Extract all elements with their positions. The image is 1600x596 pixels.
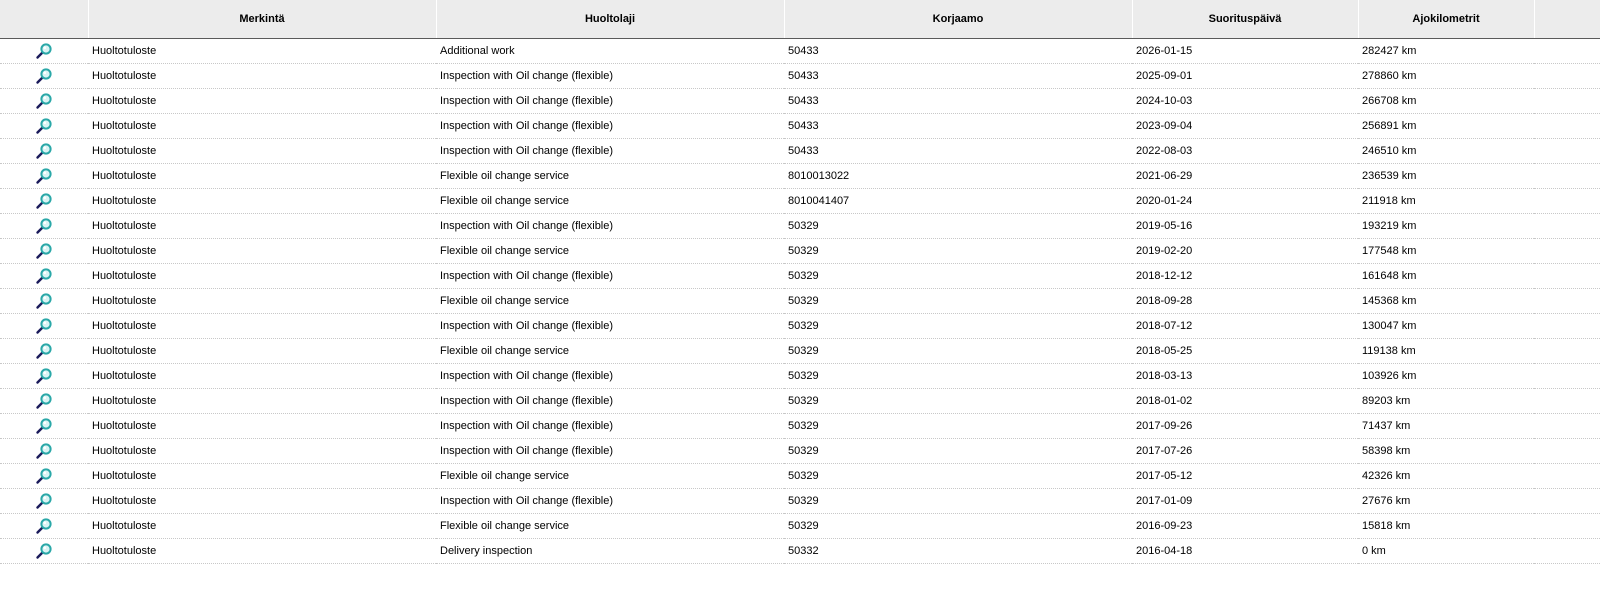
table-row[interactable]	[0, 214, 1600, 239]
cell-extra	[1534, 314, 1600, 339]
cell-ajokilometrit: 256891 km	[1358, 114, 1534, 139]
cell-huoltolaji: Additional work	[436, 39, 784, 64]
table-row[interactable]	[0, 264, 1600, 289]
cell-merkinta: Huoltotuloste	[88, 464, 436, 489]
cell-merkinta: Huoltotuloste	[88, 289, 436, 314]
table-body	[0, 39, 1600, 564]
magnifier-icon[interactable]	[35, 517, 53, 535]
magnifier-icon[interactable]	[35, 117, 53, 135]
cell-korjaamo: 50433	[784, 39, 1132, 64]
cell-ajokilometrit: 42326 km	[1358, 464, 1534, 489]
magnifier-icon[interactable]	[35, 92, 53, 110]
cell-extra	[1534, 114, 1600, 139]
cell-merkinta: Huoltotuloste	[88, 39, 436, 64]
header-icon-col	[0, 0, 88, 39]
cell-korjaamo: 50329	[784, 264, 1132, 289]
cell-suorituspaiva: 2018-09-28	[1132, 289, 1358, 314]
cell-huoltolaji: Inspection with Oil change (flexible)	[436, 364, 784, 389]
table-row[interactable]	[0, 439, 1600, 464]
cell-merkinta: Huoltotuloste	[88, 139, 436, 164]
cell-suorituspaiva: 2017-01-09	[1132, 489, 1358, 514]
cell-korjaamo: 50329	[784, 489, 1132, 514]
table-row[interactable]	[0, 464, 1600, 489]
cell-ajokilometrit: 27676 km	[1358, 489, 1534, 514]
table-row[interactable]	[0, 389, 1600, 414]
table-row[interactable]	[0, 239, 1600, 264]
cell-extra	[1534, 214, 1600, 239]
table-row[interactable]	[0, 489, 1600, 514]
cell-suorituspaiva: 2017-09-26	[1132, 414, 1358, 439]
cell-suorituspaiva: 2017-05-12	[1132, 464, 1358, 489]
row-action-cell[interactable]	[0, 139, 88, 164]
cell-extra	[1534, 39, 1600, 64]
row-action-cell[interactable]	[0, 539, 88, 564]
cell-korjaamo: 50433	[784, 89, 1132, 114]
table-row[interactable]	[0, 314, 1600, 339]
cell-suorituspaiva: 2021-06-29	[1132, 164, 1358, 189]
cell-ajokilometrit: 266708 km	[1358, 89, 1534, 114]
cell-ajokilometrit: 89203 km	[1358, 389, 1534, 414]
cell-huoltolaji: Inspection with Oil change (flexible)	[436, 439, 784, 464]
magnifier-icon[interactable]	[35, 142, 53, 160]
row-action-cell[interactable]	[0, 164, 88, 189]
magnifier-icon[interactable]	[35, 67, 53, 85]
cell-korjaamo: 50329	[784, 389, 1132, 414]
magnifier-icon[interactable]	[35, 292, 53, 310]
cell-merkinta: Huoltotuloste	[88, 514, 436, 539]
cell-merkinta: Huoltotuloste	[88, 64, 436, 89]
cell-merkinta: Huoltotuloste	[88, 214, 436, 239]
magnifier-icon[interactable]	[35, 192, 53, 210]
cell-korjaamo: 50329	[784, 414, 1132, 439]
magnifier-icon[interactable]	[35, 242, 53, 260]
cell-extra	[1534, 264, 1600, 289]
cell-ajokilometrit: 211918 km	[1358, 189, 1534, 214]
cell-merkinta: Huoltotuloste	[88, 339, 436, 364]
cell-korjaamo: 50433	[784, 139, 1132, 164]
table-row[interactable]	[0, 114, 1600, 139]
table-row[interactable]	[0, 539, 1600, 564]
magnifier-icon[interactable]	[35, 217, 53, 235]
cell-korjaamo: 50329	[784, 239, 1132, 264]
cell-extra	[1534, 164, 1600, 189]
cell-ajokilometrit: 161648 km	[1358, 264, 1534, 289]
cell-extra	[1534, 539, 1600, 564]
cell-huoltolaji: Inspection with Oil change (flexible)	[436, 64, 784, 89]
cell-extra	[1534, 389, 1600, 414]
cell-huoltolaji: Flexible oil change service	[436, 289, 784, 314]
cell-suorituspaiva: 2019-05-16	[1132, 214, 1358, 239]
header-row	[0, 0, 1600, 39]
cell-merkinta: Huoltotuloste	[88, 264, 436, 289]
cell-ajokilometrit: 103926 km	[1358, 364, 1534, 389]
cell-korjaamo: 8010013022	[784, 164, 1132, 189]
cell-huoltolaji: Inspection with Oil change (flexible)	[436, 389, 784, 414]
cell-korjaamo: 50329	[784, 339, 1132, 364]
cell-huoltolaji: Flexible oil change service	[436, 189, 784, 214]
row-action-cell[interactable]	[0, 39, 88, 64]
cell-suorituspaiva: 2018-12-12	[1132, 264, 1358, 289]
cell-huoltolaji: Inspection with Oil change (flexible)	[436, 114, 784, 139]
table-row[interactable]	[0, 189, 1600, 214]
magnifier-icon[interactable]	[35, 417, 53, 435]
table-row[interactable]	[0, 364, 1600, 389]
table-row[interactable]	[0, 339, 1600, 364]
cell-korjaamo: 50329	[784, 439, 1132, 464]
cell-ajokilometrit: 145368 km	[1358, 289, 1534, 314]
magnifier-icon[interactable]	[35, 367, 53, 385]
cell-korjaamo: 50329	[784, 289, 1132, 314]
table-row[interactable]	[0, 514, 1600, 539]
row-action-cell[interactable]	[0, 114, 88, 139]
table-row[interactable]	[0, 64, 1600, 89]
cell-ajokilometrit: 130047 km	[1358, 314, 1534, 339]
cell-suorituspaiva: 2017-07-26	[1132, 439, 1358, 464]
cell-extra	[1534, 139, 1600, 164]
table-row[interactable]	[0, 89, 1600, 114]
cell-extra	[1534, 489, 1600, 514]
row-action-cell[interactable]	[0, 514, 88, 539]
table-row[interactable]	[0, 414, 1600, 439]
magnifier-icon[interactable]	[35, 317, 53, 335]
table-row[interactable]	[0, 39, 1600, 64]
cell-merkinta: Huoltotuloste	[88, 314, 436, 339]
cell-extra	[1534, 64, 1600, 89]
magnifier-icon[interactable]	[35, 542, 53, 560]
magnifier-icon[interactable]	[35, 467, 53, 485]
header-ajokilometrit[interactable]: Ajokilometrit	[1358, 0, 1534, 39]
cell-korjaamo: 50329	[784, 314, 1132, 339]
cell-extra	[1534, 89, 1600, 114]
cell-huoltolaji: Inspection with Oil change (flexible)	[436, 489, 784, 514]
row-action-cell[interactable]	[0, 339, 88, 364]
cell-merkinta: Huoltotuloste	[88, 239, 436, 264]
cell-korjaamo: 50332	[784, 539, 1132, 564]
cell-extra	[1534, 364, 1600, 389]
cell-suorituspaiva: 2023-09-04	[1132, 114, 1358, 139]
row-action-cell[interactable]	[0, 314, 88, 339]
cell-extra	[1534, 289, 1600, 314]
cell-korjaamo: 50433	[784, 64, 1132, 89]
table-row[interactable]	[0, 139, 1600, 164]
cell-merkinta: Huoltotuloste	[88, 364, 436, 389]
cell-extra	[1534, 239, 1600, 264]
cell-ajokilometrit: 177548 km	[1358, 239, 1534, 264]
cell-huoltolaji: Flexible oil change service	[436, 339, 784, 364]
cell-suorituspaiva: 2018-03-13	[1132, 364, 1358, 389]
cell-merkinta: Huoltotuloste	[88, 89, 436, 114]
cell-huoltolaji: Inspection with Oil change (flexible)	[436, 264, 784, 289]
cell-merkinta: Huoltotuloste	[88, 389, 436, 414]
magnifier-icon[interactable]	[35, 167, 53, 185]
row-action-cell[interactable]	[0, 264, 88, 289]
cell-huoltolaji: Flexible oil change service	[436, 239, 784, 264]
magnifier-icon[interactable]	[35, 442, 53, 460]
row-action-cell[interactable]	[0, 214, 88, 239]
cell-ajokilometrit: 236539 km	[1358, 164, 1534, 189]
cell-merkinta: Huoltotuloste	[88, 539, 436, 564]
row-action-cell[interactable]	[0, 389, 88, 414]
cell-extra	[1534, 339, 1600, 364]
cell-merkinta: Huoltotuloste	[88, 164, 436, 189]
cell-huoltolaji: Inspection with Oil change (flexible)	[436, 89, 784, 114]
cell-ajokilometrit: 119138 km	[1358, 339, 1534, 364]
table-row[interactable]	[0, 289, 1600, 314]
header-korjaamo[interactable]: Korjaamo	[784, 0, 1132, 39]
cell-huoltolaji: Inspection with Oil change (flexible)	[436, 214, 784, 239]
table-header	[0, 0, 1600, 39]
cell-suorituspaiva: 2016-09-23	[1132, 514, 1358, 539]
cell-ajokilometrit: 58398 km	[1358, 439, 1534, 464]
cell-ajokilometrit: 0 km	[1358, 539, 1534, 564]
magnifier-icon[interactable]	[35, 342, 53, 360]
cell-merkinta: Huoltotuloste	[88, 114, 436, 139]
cell-suorituspaiva: 2020-01-24	[1132, 189, 1358, 214]
cell-huoltolaji: Inspection with Oil change (flexible)	[436, 414, 784, 439]
cell-merkinta: Huoltotuloste	[88, 414, 436, 439]
header-suorituspaiva[interactable]: Suorituspäivä	[1132, 0, 1358, 39]
cell-suorituspaiva: 2016-04-18	[1132, 539, 1358, 564]
cell-merkinta: Huoltotuloste	[88, 189, 436, 214]
cell-huoltolaji: Inspection with Oil change (flexible)	[436, 314, 784, 339]
cell-suorituspaiva: 2018-05-25	[1132, 339, 1358, 364]
cell-merkinta: Huoltotuloste	[88, 489, 436, 514]
cell-korjaamo: 50329	[784, 464, 1132, 489]
row-action-cell[interactable]	[0, 89, 88, 114]
cell-extra	[1534, 439, 1600, 464]
cell-suorituspaiva: 2026-01-15	[1132, 39, 1358, 64]
magnifier-icon[interactable]	[35, 42, 53, 60]
cell-suorituspaiva: 2018-01-02	[1132, 389, 1358, 414]
cell-extra	[1534, 514, 1600, 539]
cell-merkinta: Huoltotuloste	[88, 439, 436, 464]
cell-korjaamo: 50329	[784, 514, 1132, 539]
header-extra	[1534, 0, 1600, 39]
header-merkinta[interactable]: Merkintä	[88, 0, 436, 39]
row-action-cell[interactable]	[0, 439, 88, 464]
cell-suorituspaiva: 2024-10-03	[1132, 89, 1358, 114]
cell-ajokilometrit: 278860 km	[1358, 64, 1534, 89]
header-huoltolaji[interactable]: Huoltolaji	[436, 0, 784, 39]
magnifier-icon[interactable]	[35, 492, 53, 510]
cell-ajokilometrit: 71437 km	[1358, 414, 1534, 439]
cell-korjaamo: 50329	[784, 214, 1132, 239]
magnifier-icon[interactable]	[35, 392, 53, 410]
cell-huoltolaji: Flexible oil change service	[436, 464, 784, 489]
cell-korjaamo: 50329	[784, 364, 1132, 389]
cell-suorituspaiva: 2019-02-20	[1132, 239, 1358, 264]
row-action-cell[interactable]	[0, 64, 88, 89]
row-action-cell[interactable]	[0, 239, 88, 264]
row-action-cell[interactable]	[0, 464, 88, 489]
cell-suorituspaiva: 2022-08-03	[1132, 139, 1358, 164]
cell-ajokilometrit: 246510 km	[1358, 139, 1534, 164]
cell-huoltolaji: Flexible oil change service	[436, 164, 784, 189]
table-row[interactable]	[0, 164, 1600, 189]
cell-korjaamo: 50433	[784, 114, 1132, 139]
row-action-cell[interactable]	[0, 189, 88, 214]
cell-extra	[1534, 464, 1600, 489]
cell-ajokilometrit: 282427 km	[1358, 39, 1534, 64]
row-action-cell[interactable]	[0, 289, 88, 314]
cell-suorituspaiva: 2018-07-12	[1132, 314, 1358, 339]
cell-korjaamo: 8010041407	[784, 189, 1132, 214]
row-action-cell[interactable]	[0, 489, 88, 514]
cell-ajokilometrit: 15818 km	[1358, 514, 1534, 539]
row-action-cell[interactable]	[0, 364, 88, 389]
magnifier-icon[interactable]	[35, 267, 53, 285]
cell-huoltolaji: Flexible oil change service	[436, 514, 784, 539]
cell-extra	[1534, 414, 1600, 439]
cell-huoltolaji: Delivery inspection	[436, 539, 784, 564]
cell-ajokilometrit: 193219 km	[1358, 214, 1534, 239]
row-action-cell[interactable]	[0, 414, 88, 439]
cell-huoltolaji: Inspection with Oil change (flexible)	[436, 139, 784, 164]
cell-suorituspaiva: 2025-09-01	[1132, 64, 1358, 89]
cell-extra	[1534, 189, 1600, 214]
